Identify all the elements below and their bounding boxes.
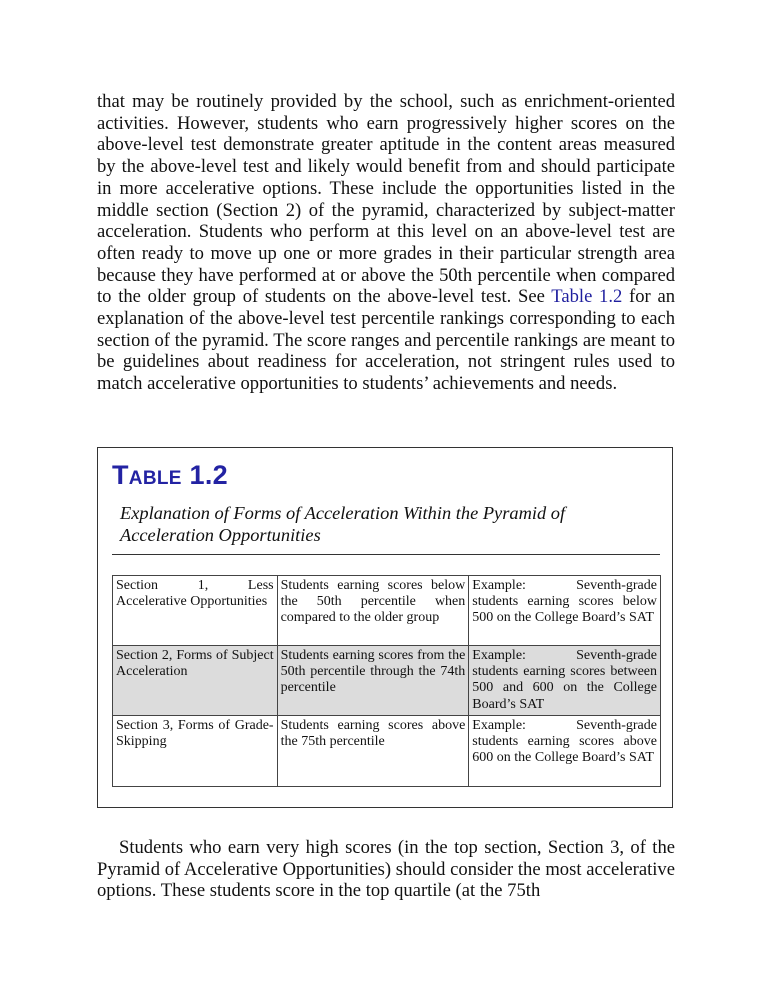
example-cell: Example: Seventh-grade students earning scores above 600 on the College Board’s SAT (469, 716, 661, 787)
scores-cell: Students earning scores from the 50th percentile through the 74th percentile (277, 646, 469, 716)
table-row (113, 716, 661, 787)
table-row (113, 646, 661, 716)
table-title: Table 1.2 (112, 460, 228, 490)
example-cell: Example: Seventh-grade students earning scores between 500 and 600 on the College Board’s SAT (469, 646, 661, 716)
paragraph-text: that may be routinely provided by the school, such as enrichment-oriented activities. However, students who earn progressively higher scores on the above-level test demonstrate greater aptitude in the content areas measured by the above-level test and likely would benefit from and should participate in more accelerative options. These include the opportunities listed in the middle section (Section 2) of the pyramid, characterized by subject-matter acceleration. Students who perform at this level on an above-level test are often ready to move up one or more grades in their particular strength area because they have performed at or above the 50th percentile when compared to the older group of students on the above-level test. See (97, 91, 675, 308)
table-box (97, 447, 673, 808)
section-cell: Section 1, Less Accelerative Opportunities (113, 576, 278, 646)
section-cell: Section 3, Forms of Grade-Skipping (113, 716, 278, 787)
table-caption: Explanation of Forms of Acceleration Within the Pyramid of Acceleration Opportunities (120, 503, 566, 545)
table-row (113, 576, 661, 646)
section-cell: Section 2, Forms of Subject Acceleration (113, 646, 278, 716)
body-paragraph-2: Students who earn very high scores (in the top section, Section 3, of the Pyramid of Accelerative Opportunities) should consider the most accelerative options. These students score in the top quartile (at the 75th (97, 837, 675, 902)
scores-cell: Students earning scores above the 75th percentile (277, 716, 469, 787)
paragraph-text-continued: for an explanation of the above-level test percentile rankings corresponding to each section of the pyramid. The score ranges and percentile rankings are meant to be guidelines about readiness for acceleration, not stringent rules used to match accelerative opportunities to students’ achievements and needs. (97, 286, 676, 395)
example-cell: Example: Seventh-grade students earning scores below 500 on the College Board’s SAT (469, 576, 661, 646)
scores-cell: Students earning scores below the 50th percentile when compared to the older group (277, 576, 469, 646)
table-reference-link[interactable]: Table 1.2 (551, 286, 623, 308)
acceleration-table (112, 575, 661, 787)
caption-divider (112, 554, 660, 555)
body-paragraph (97, 91, 675, 395)
